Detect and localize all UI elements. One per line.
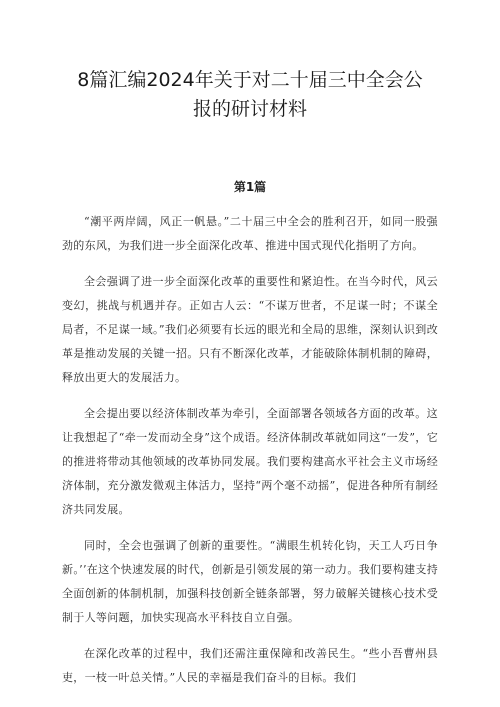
section-heading: 第1篇 (233, 180, 267, 194)
paragraph-2: 全会强调了进一步全面深化改革的重要性和紧迫性。在当今时代，风云变幻，挑战与机遇并存。正如古人云：“不谋万世者，不足谋一时；不谋全局者，不足谋一域。”我们必须要有长远的眼光和全局的思维，深刻认识到改革是推动发展的关键一招。只有不断深化改革，才能破除体制机制的障碍，释放出更大的发展活力。 (62, 275, 438, 384)
paragraph-3: 全会提出要以经济体制改革为牵引，全面部署各领域各方面的改革。这让我想起了“牵一发而动全身”这个成语。经济体制改革就如同这“一发”，它的推进将带动其他领域的改革协同发展。我们要构建高水平社会主义市场经济体制，充分激发微观主体活力，坚持“两个毫不动摇”，促进各种所有制经济共同发展。 (62, 407, 438, 516)
paragraph-5: 在深化改革的过程中，我们还需注重保障和改善民生。“些小吾曹州县吏，一枝一叶总关情。”人民的幸福是我们奋斗的目标。我们 (62, 647, 438, 684)
paragraph-4: 同时，全会也强调了创新的重要性。“满眼生机转化钧，天工人巧日争新。’’在这个快速发展的时代，创新是引领发展的第一动力。我们要构建支持全面创新的体制机制，加强科技创新全链条部署，努力破解关键核心技术受制于人等问题，加快实现高水平科技自立自强。 (62, 539, 438, 624)
paragraph-1: “潮平两岸阔，风正一帆悬。”二十届三中全会的胜利召开，如同一股强劲的东风，为我们进一步全面深化改革、推进中国式现代化指明了方向。 (62, 215, 438, 252)
document-title-line-1: 8篇汇编2024年关于对二十届三中全会公 (77, 69, 423, 91)
document-title (62, 0, 438, 124)
document-title-line-2: 报的研讨材料 (192, 98, 307, 120)
